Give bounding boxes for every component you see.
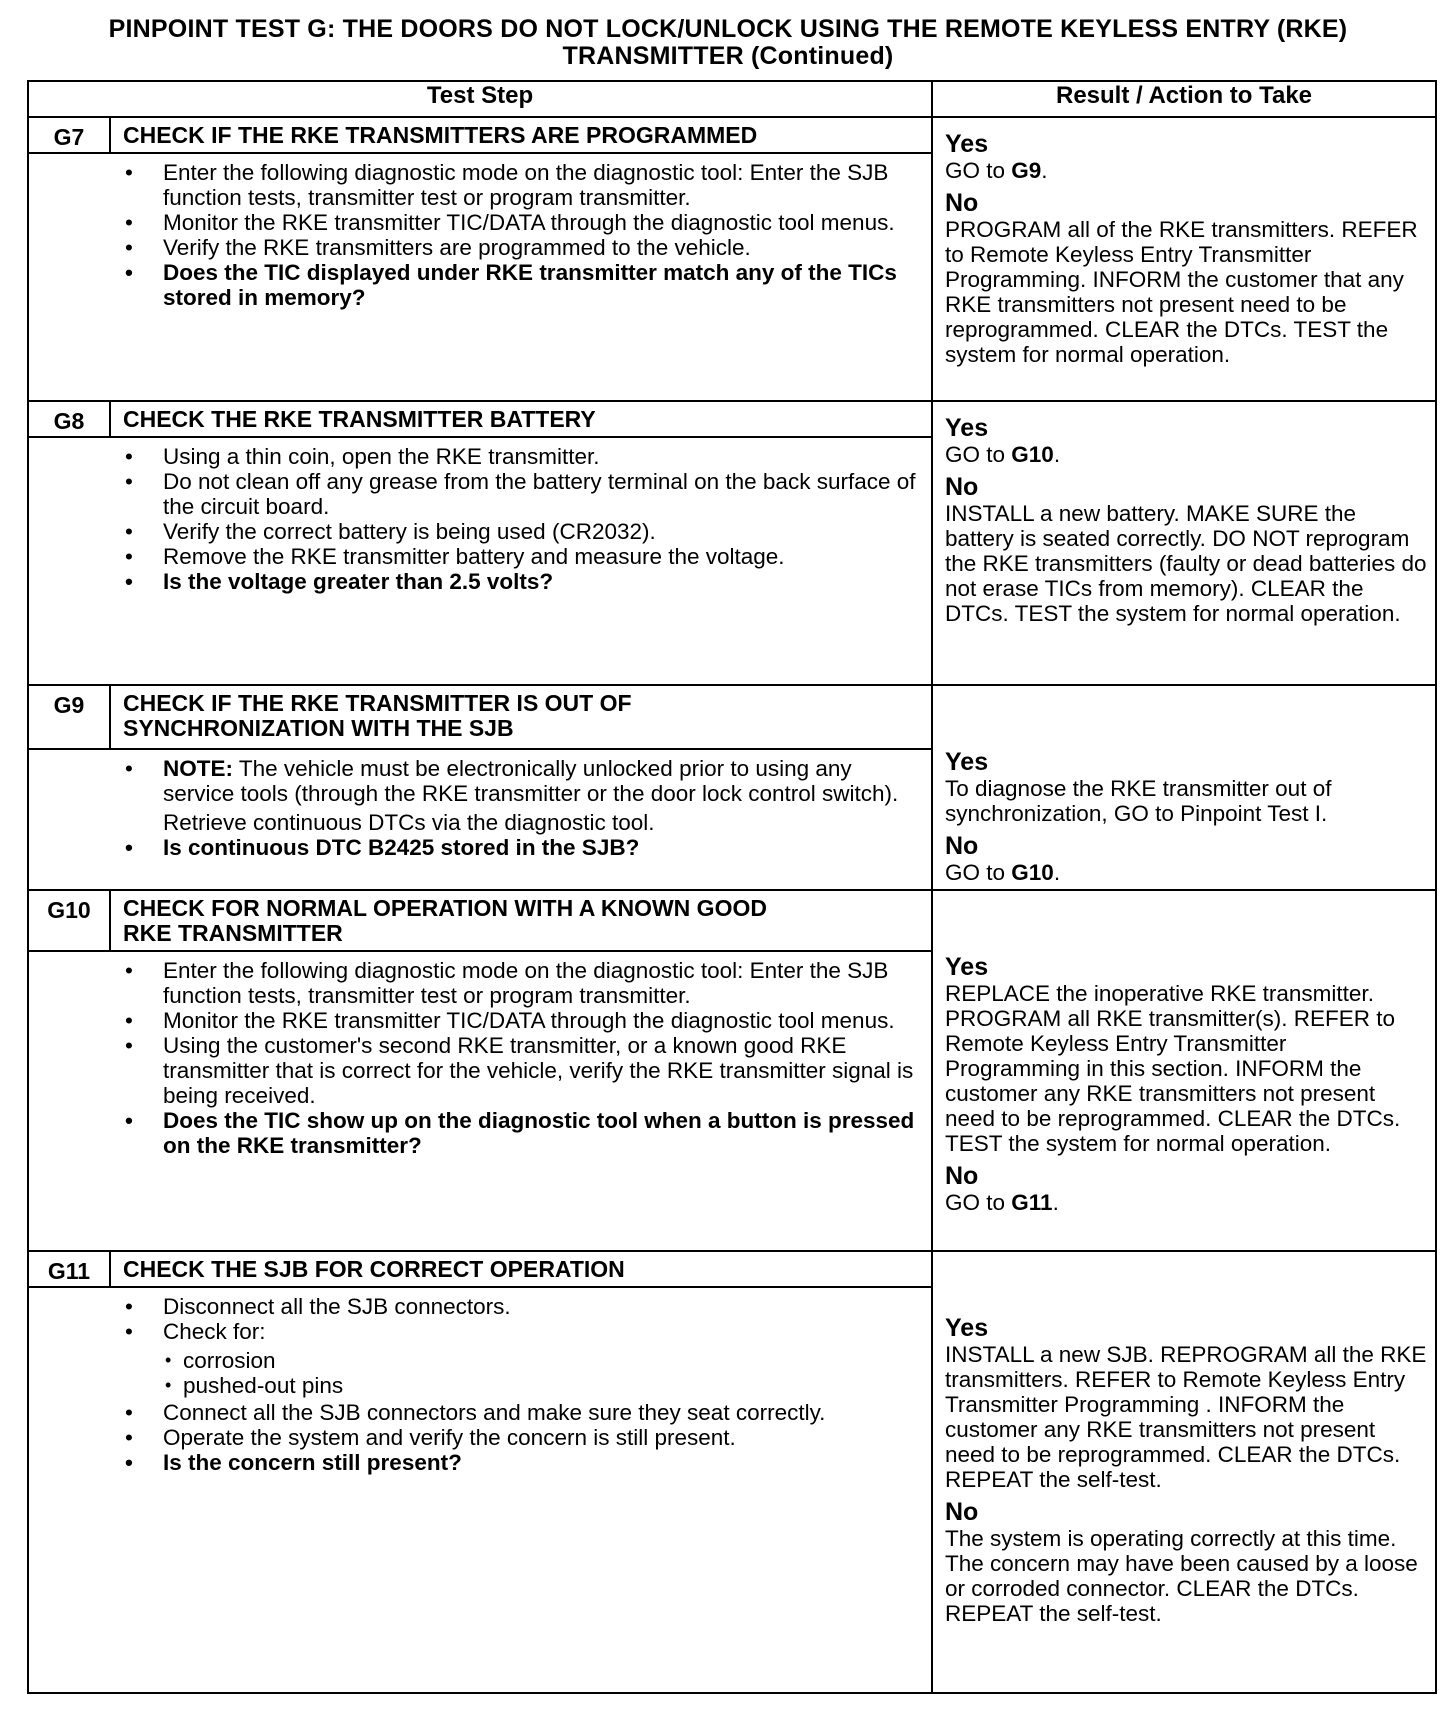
page-title xyxy=(20,16,1436,70)
question-g11: • Is the concern still present? xyxy=(29,1450,917,1475)
step-code-g8: G8 xyxy=(28,401,110,437)
step-code-g11: G11 xyxy=(28,1251,110,1287)
g9-title-row xyxy=(28,685,1436,749)
list-item: • Verify the RKE transmitters are programmed to the vehicle. xyxy=(29,235,917,260)
no-label: No xyxy=(945,189,979,217)
result-g11 xyxy=(932,1251,1436,1693)
no-label: No xyxy=(945,473,979,501)
table-header-row xyxy=(28,81,1436,117)
step-title-g7: CHECK IF THE RKE TRANSMITTERS ARE PROGRAMMED xyxy=(110,117,932,153)
pinpoint-test-table xyxy=(27,80,1437,1694)
list-item: • Using a thin coin, open the RKE transmitter. xyxy=(29,444,917,469)
list-item: • Monitor the RKE transmitter TIC/DATA through the diagnostic tool menus. xyxy=(29,1008,917,1033)
no-action-g7: PROGRAM all of the RKE transmitters. REFER to Remote Keyless Entry Transmitter Programming. INFORM the customer that any RKE transmitters not present need to be reprogrammed. CLEAR the DTCs. TEST the system for normal operation. xyxy=(945,217,1418,367)
yes-label: Yes xyxy=(945,953,989,981)
no-action-g11: The system is operating correctly at this time. The concern may have been caused by a loose or corroded connector. CLEAR the DTCs. REPEAT the self-test. xyxy=(945,1526,1418,1626)
yes-action-g9: To diagnose the RKE transmitter out of synchronization, GO to Pinpoint Test I. xyxy=(945,776,1332,826)
no-action-g9: GO to G10. xyxy=(945,860,1061,885)
step-title-g9: CHECK IF THE RKE TRANSMITTER IS OUT OF SYNCHRONIZATION WITH THE SJB xyxy=(110,685,932,749)
step-title-g8: CHECK THE RKE TRANSMITTER BATTERY xyxy=(110,401,932,437)
list-item: • Check for: xyxy=(29,1319,917,1344)
result-g8 xyxy=(932,401,1436,685)
step-title-g11: CHECK THE SJB FOR CORRECT OPERATION xyxy=(110,1251,932,1287)
list-item: • Enter the following diagnostic mode on the diagnostic tool: Enter the SJB function tests, transmitter test or program transmitter. xyxy=(29,958,917,1008)
check-for-list xyxy=(29,1348,917,1398)
question-g10: • Does the TIC show up on the diagnostic tool when a button is pressed on the RKE transmitter? xyxy=(29,1108,917,1158)
list-item: • corrosion xyxy=(29,1348,917,1373)
list-item: • Disconnect all the SJB connectors. xyxy=(29,1294,917,1319)
step-body-g7 xyxy=(28,153,932,401)
no-label: No xyxy=(945,832,979,860)
question-g9: • Is continuous DTC B2425 stored in the SJB? xyxy=(29,835,917,860)
list-item: • Verify the correct battery is being used (CR2032). xyxy=(29,519,917,544)
list-item: • Connect all the SJB connectors and make sure they seat correctly. xyxy=(29,1400,917,1425)
step-body-g8 xyxy=(28,437,932,685)
yes-label: Yes xyxy=(945,130,989,158)
question-g7: • Does the TIC displayed under RKE transmitter match any of the TICs stored in memory? xyxy=(29,260,917,310)
step-code-g9: G9 xyxy=(28,685,110,749)
g8-title-row xyxy=(28,401,1436,437)
no-action-g10: GO to G11. xyxy=(945,1190,1059,1215)
step-body-g9 xyxy=(28,749,932,890)
g7-title-row xyxy=(28,117,1436,153)
result-g10 xyxy=(932,890,1436,1251)
yes-action-g7: GO to G9. xyxy=(945,158,1048,183)
no-label: No xyxy=(945,1162,979,1190)
question-g8: • Is the voltage greater than 2.5 volts? xyxy=(29,569,917,594)
g11-title-row xyxy=(28,1251,1436,1287)
step-body-g11 xyxy=(28,1287,932,1693)
list-item: • Remove the RKE transmitter battery and measure the voltage. xyxy=(29,544,917,569)
yes-action-g11: INSTALL a new SJB. REPROGRAM all the RKE transmitters. REFER to Remote Keyless Entry Transmitter Programming . INFORM the customer any RKE transmitters not present need to be reprogrammed. CLEAR the DTCs. REPEAT the self-test. xyxy=(945,1342,1427,1492)
list-item: • Do not clean off any grease from the battery terminal on the back surface of the circuit board. xyxy=(29,469,917,519)
header-test-step: Test Step xyxy=(28,81,932,117)
yes-label: Yes xyxy=(945,748,989,776)
g10-title-row xyxy=(28,890,1436,951)
step-title-g10: CHECK FOR NORMAL OPERATION WITH A KNOWN GOOD RKE TRANSMITTER xyxy=(110,890,932,951)
header-result: Result / Action to Take xyxy=(932,81,1436,117)
list-item: • pushed-out pins xyxy=(29,1373,917,1398)
no-label: No xyxy=(945,1498,979,1526)
result-g7 xyxy=(932,117,1436,401)
list-item: • Monitor the RKE transmitter TIC/DATA through the diagnostic tool menus. xyxy=(29,210,917,235)
list-item: • Operate the system and verify the concern is still present. xyxy=(29,1425,917,1450)
title-line-1: PINPOINT TEST G: THE DOORS DO NOT LOCK/UNLOCK USING THE REMOTE KEYLESS ENTRY (RKE) xyxy=(108,15,1348,43)
yes-label: Yes xyxy=(945,1314,989,1342)
list-item: Retrieve continuous DTCs via the diagnostic tool. xyxy=(163,810,655,836)
step-code-g7: G7 xyxy=(28,117,110,153)
note-g9: • NOTE: The vehicle must be electronically unlocked prior to using any service tools (through the RKE transmitter or the door lock control switch). xyxy=(29,756,917,806)
step-code-g10: G10 xyxy=(28,890,110,951)
list-item: • Using the customer's second RKE transmitter, or a known good RKE transmitter that is correct for the vehicle, verify the RKE transmitter signal is being received. xyxy=(29,1033,917,1108)
step-body-g10 xyxy=(28,951,932,1251)
result-g9 xyxy=(932,685,1436,890)
yes-label: Yes xyxy=(945,414,989,442)
title-line-2: TRANSMITTER (Continued) xyxy=(562,42,894,70)
yes-action-g10: REPLACE the inoperative RKE transmitter. PROGRAM all RKE transmitter(s). REFER to Remote Keyless Entry Transmitter Programming in this section. INFORM the customer any RKE transmitters not present need to be reprogrammed. CLEAR the DTCs. TEST the system for normal operation. xyxy=(945,981,1401,1156)
list-item: • Enter the following diagnostic mode on the diagnostic tool: Enter the SJB function tests, transmitter test or program transmitter. xyxy=(29,160,917,210)
yes-action-g8: GO to G10. xyxy=(945,442,1061,467)
no-action-g8: INSTALL a new battery. MAKE SURE the battery is seated correctly. DO NOT reprogram the RKE transmitters (faulty or dead batteries do not erase TICs from memory). CLEAR the DTCs. TEST the system for normal operation. xyxy=(945,501,1427,626)
